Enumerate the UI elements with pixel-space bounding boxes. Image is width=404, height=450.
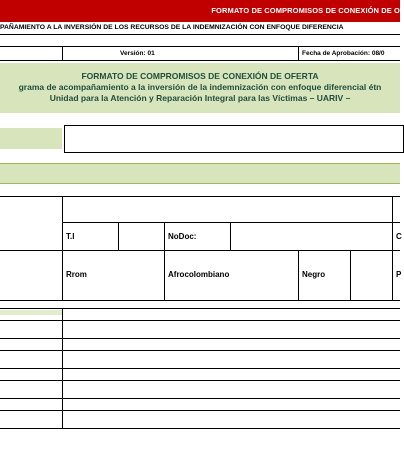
version-separator-mid: [298, 47, 299, 61]
lower-row-line-5: [0, 368, 400, 369]
afro-label: Afrocolombiano: [168, 270, 230, 279]
table-vline-afro: [164, 250, 165, 300]
table-hline-1: [62, 222, 400, 223]
table-vline-label: [62, 196, 63, 300]
banner-title: FORMATO DE COMPROMISOS DE CONEXIÓN DE O: [211, 6, 400, 15]
lower-row-line-8: [0, 410, 400, 411]
nodoc-label: NoDoc:: [168, 232, 197, 241]
entity-title: Unidad para la Atención y Reparación Integral para las Víctimas – UARIV –: [49, 93, 351, 103]
table-hline-3: [0, 300, 400, 301]
lower-row-line-7: [0, 398, 400, 399]
ti-label: T.I: [66, 232, 75, 241]
lower-row-line-4: [0, 350, 400, 351]
field-label-band-1: [0, 128, 62, 149]
lower-row-line-6: [0, 380, 400, 381]
field-input-1[interactable]: [64, 125, 404, 153]
rrom-label: Rrom: [66, 270, 87, 279]
version-label: Versión: 01: [120, 50, 155, 57]
table-top-border: [0, 196, 400, 197]
negro-label: Negro: [302, 270, 326, 279]
lower-row-line-2: [0, 320, 400, 321]
table-vline-negro-value: [350, 250, 351, 300]
table-vline-nodoc: [164, 222, 165, 250]
table-hline-2: [0, 250, 400, 251]
approval-date-label: Fecha de Aprobación: 08/0: [302, 50, 385, 57]
lower-row-line-3: [0, 338, 400, 339]
document-subtitle-row: [0, 22, 400, 35]
table-vline-ti: [118, 222, 119, 250]
table-vline-nodoc-value: [230, 222, 231, 250]
table-vline-negro: [298, 250, 299, 300]
version-row: [0, 46, 400, 61]
program-title: grama de acompañamiento a la inversión de la indemnización con enfoque diferencial étn: [18, 82, 382, 92]
cut-label-1: C: [396, 232, 402, 241]
table-vline-right: [392, 196, 393, 300]
lower-label-band: [0, 310, 62, 315]
document-subtitle: PAÑAMIENTO A LA INVERSIÓN DE LOS RECURSOS DE LA INDEMNIZACIÓN CON ENFOQUE DIFERENCIA: [0, 24, 344, 31]
cut-label-2: P: [396, 270, 402, 279]
title-block: [0, 63, 400, 113]
document-banner: [0, 0, 400, 22]
form-title: FORMATO DE COMPROMISOS DE CONEXIÓN DE OFERTA: [81, 71, 319, 81]
lower-row-line-9: [0, 428, 400, 429]
version-separator-left: [62, 47, 63, 61]
section-header: [0, 163, 400, 184]
lower-row-line-1: [0, 308, 400, 309]
